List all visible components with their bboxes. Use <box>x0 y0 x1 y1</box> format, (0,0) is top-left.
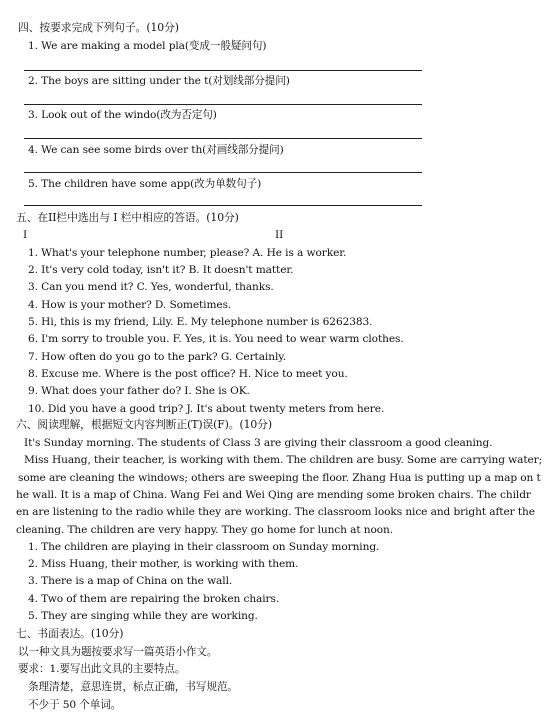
sec5-item-6: 6. I'm sorry to trouble you. F. Yes, it is. You need to wear warm clothes. <box>28 333 404 345</box>
section-5-title: 五、在II栏中选出与 I 栏中相应的答语。(10分) <box>16 211 239 224</box>
column-ii-header: II <box>275 229 284 241</box>
sec5-item-9: 9. What does your father do? I. She is OK. <box>28 385 250 397</box>
sec5-item-7: 7. How often do you go to the park? G. Certainly. <box>28 351 286 363</box>
sec7-line-1: 以一种文具为题按要求写一篇英语小作文。 <box>18 646 218 658</box>
answer-line <box>24 138 422 139</box>
sec4-item-1: 1. We are making a model pla(变成一般疑问句) <box>28 40 267 52</box>
passage-line-2: Miss Huang, their teacher, is working with them. The children are busy. Some are carrying water; <box>24 454 543 466</box>
answer-line <box>24 172 422 173</box>
section-6-title: 六、阅读理解，根据短文内容判断正(T)误(F)。(10分) <box>16 418 272 431</box>
sec6-item-3: 3. There is a map of China on the wall. <box>28 575 233 587</box>
column-i-header: I <box>23 229 28 241</box>
sec5-item-4: 4. How is your mother? D. Sometimes. <box>28 299 232 311</box>
passage-line-4: he wall. It is a map of China. Wang Fei and Wei Qing are mending some broken chairs. The childr <box>16 489 531 501</box>
sec7-line-3: 条理清楚，意思连贯，标点正确，书写规范。 <box>28 681 238 693</box>
sec5-item-2: 2. It's very cold today, isn't it? B. It doesn't matter. <box>28 264 294 276</box>
section-7-title: 七、书面表达。(10分) <box>16 627 124 640</box>
sec4-item-5: 5. The children have some app(改为单数句子) <box>28 178 262 190</box>
sec5-item-3: 3. Can you mend it? C. Yes, wonderful, thanks. <box>28 281 274 293</box>
passage-line-6: cleaning. The children are very happy. They go home for lunch at noon. <box>16 524 394 536</box>
sec6-item-5: 5. They are singing while they are working. <box>28 610 258 622</box>
sec5-item-10: 10. Did you have a good trip? J. It's about twenty meters from here. <box>28 403 385 415</box>
sec6-item-1: 1. The children are playing in their classroom on Sunday morning. <box>28 541 380 553</box>
passage-line-5: en are listening to the radio while they are working. The classroom looks nice and bright after the <box>16 506 535 518</box>
sec4-item-2: 2. The boys are sitting under the t(对划线部分提问) <box>28 75 290 87</box>
sec5-item-5: 5. Hi, this is my friend, Lily. E. My telephone number is 6262383. <box>28 316 373 328</box>
sec5-item-8: 8. Excuse me. Where is the post office? H. Nice to meet you. <box>28 368 348 380</box>
answer-line <box>24 70 422 71</box>
passage-line-1: It's Sunday morning. The students of Class 3 are giving their classroom a good cleaning. <box>24 437 493 449</box>
sec6-item-2: 2. Miss Huang, their mother, is working with them. <box>28 558 299 570</box>
passage-line-3: some are cleaning the windows; others are sweeping the floor. Zhang Hua is putting up a map on t <box>18 472 541 484</box>
sec4-item-4: 4. We can see some birds over th(对画线部分提问) <box>28 144 284 156</box>
answer-line <box>24 104 422 105</box>
section-4-title: 四、按要求完成下列句子。(10分) <box>18 21 179 34</box>
sec7-line-4: 不少于 50 个单词。 <box>28 699 122 711</box>
sec7-line-2: 要求：1.要写出此文具的主要特点。 <box>18 663 186 675</box>
sec5-item-1: 1. What's your telephone number, please? A. He is a worker. <box>28 247 347 259</box>
answer-line <box>24 205 422 206</box>
sec4-item-3: 3. Look out of the windo(改为否定句) <box>28 109 217 121</box>
sec6-item-4: 4. Two of them are repairing the broken chairs. <box>28 593 280 605</box>
